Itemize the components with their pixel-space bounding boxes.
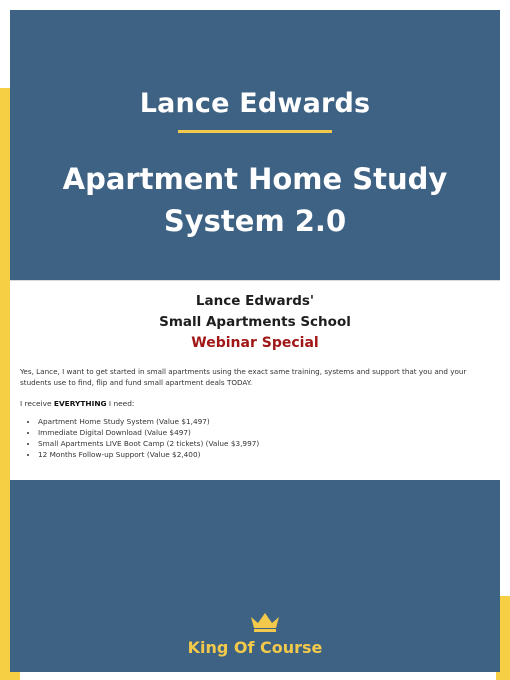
- list-item: • Small Apartments LIVE Boot Camp (2 tickets) (Value $3,997): [38, 438, 500, 449]
- list-item: • Immediate Digital Download (Value $497): [38, 427, 500, 438]
- receive-prefix: I receive: [20, 399, 54, 408]
- list-item: • Apartment Home Study System (Value $1,497): [38, 416, 500, 427]
- screenshot-heading-line-2: Small Apartments School: [159, 314, 351, 330]
- screenshot-body-text: Yes, Lance, I want to get started in small apartments using the exact same training, systems and support that you and your students use to find, flip and fund small apartment deals TODAY.: [20, 367, 467, 387]
- webinar-special-label: Webinar Special: [191, 335, 319, 351]
- title-divider: [178, 130, 332, 133]
- crown-icon: [249, 611, 281, 633]
- product-title: [10, 158, 500, 242]
- sales-page-screenshot: [10, 280, 500, 480]
- product-title-line-1: Apartment Home Study: [62, 162, 448, 196]
- receive-bold: EVERYTHING: [53, 399, 107, 408]
- list-item: • 12 Months Follow-up Support (Value $2,400): [38, 449, 500, 460]
- author-name: Lance Edwards: [139, 88, 371, 119]
- receive-suffix: I need:: [106, 399, 135, 408]
- product-title-line-2: System 2.0: [163, 204, 347, 238]
- brand-name: King Of Course: [187, 638, 323, 657]
- screenshot-heading-line-1: Lance Edwards': [195, 293, 315, 309]
- receive-line: [20, 399, 490, 408]
- included-items-list: [38, 416, 500, 460]
